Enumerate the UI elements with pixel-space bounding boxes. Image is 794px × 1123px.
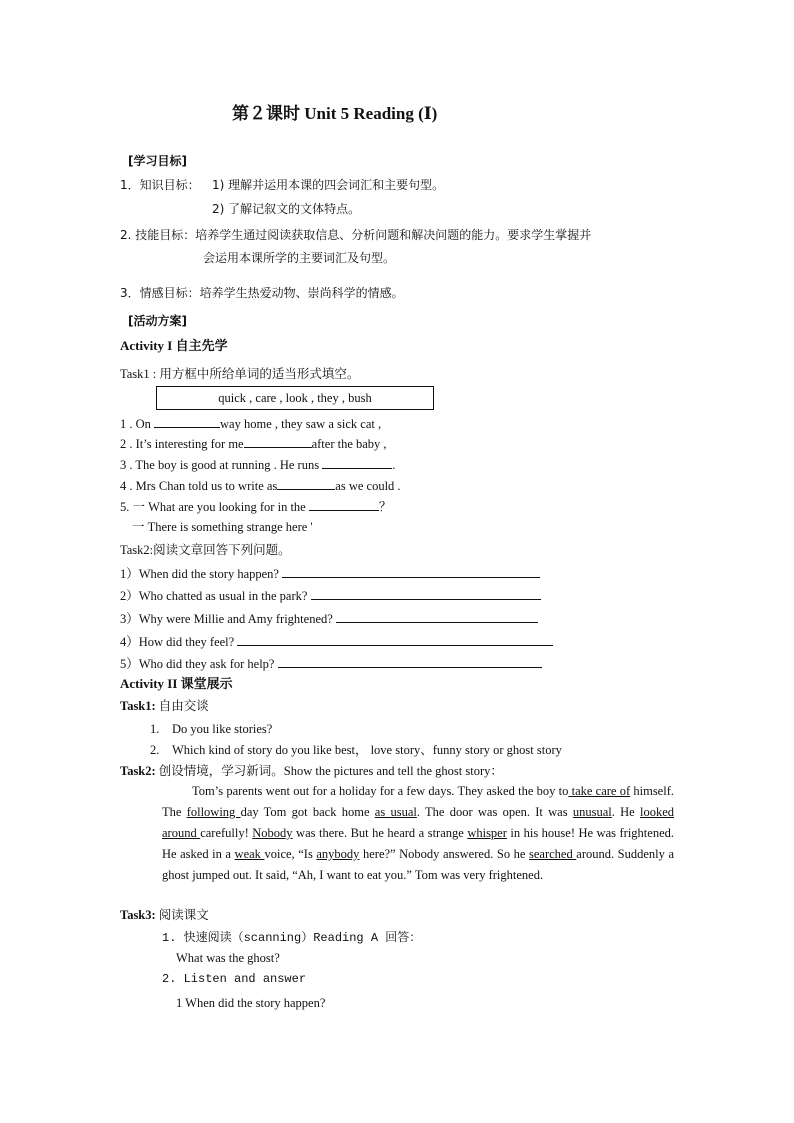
ghost-story-paragraph: Tom’s parents went out for a holiday for a few days. They asked the boy to take care of himself. The following day Tom got back home as usual. The door was open. It was unusual. He looked around carefully! Nobody was there. But he heard a strange whisper in his house! He was frightened. He asked in a weak voice, “Is anybody here?” Nobody answered. So he searched around. Suddenly a ghost jumped out. It said, “Ah, I want to eat you.” Tom was very frightened. [162,784,675,882]
vocab-word: whisper [467,826,507,840]
reading-question-3: 3）Why were Millie and Amy frightened? [120,610,538,627]
vocab-word: take care of [568,784,631,798]
vocab-word: looked around [162,805,675,840]
plan-heading: [活动方案] [128,314,187,328]
activity2-heading: Activity II 课堂展示 [120,676,233,691]
activity1-task1-label: Task1 : 用方框中所给单词的适当形式填空。 [120,367,360,381]
task1-item-2-number: 2. [150,743,160,757]
answer-blank[interactable] [322,456,392,469]
reading-question-4: 4）How did they feel? [120,633,553,650]
task3-item-1-question: What was the ghost? [176,951,280,965]
task1-item-2: Which kind of story do you like best， love story、funny story or ghost story [172,743,562,757]
answer-blank[interactable] [244,435,312,448]
fill-question-3: 3 . The boy is good at running . He runs . [120,458,396,472]
task3-item-2-question: 1 When did the story happen? [176,996,326,1010]
task1-item-1-number: 1. [150,722,160,736]
vocab-word: Nobody [252,826,293,840]
answer-line[interactable] [237,633,553,646]
vocab-word: anybody [316,847,360,861]
reading-question-2: 2）Who chatted as usual in the park? [120,587,541,604]
fill-question-5-reply: 一 There is something strange here ' [132,520,313,534]
answer-line[interactable] [282,565,540,578]
fill-question-2: 2 . It’s interesting for me after the baby , [120,437,387,451]
word-box: quick , care , look , they , bush [156,386,434,410]
vocab-word: as usual [374,805,417,819]
answer-line[interactable] [336,610,538,623]
fill-question-4: 4 . Mrs Chan told us to write as as we could . [120,479,401,493]
answer-blank[interactable] [309,498,379,511]
activity2-task3: Task3: 阅读课文 [120,908,209,922]
objective-3: 3．情感目标：培养学生热爱动物、崇尚科学的情感。 [120,286,404,300]
objective-1a: 1) 理解并运用本课的四会词汇和主要句型。 [212,178,445,192]
activity1-heading: Activity I 自主先学 [120,338,228,353]
answer-line[interactable] [311,587,541,600]
reading-question-1: 1）When did the story happen? [120,565,540,582]
page-title: 第２课时 Unit 5 Reading (Ⅰ) [232,104,438,123]
objectives-heading: [学习目标] [128,154,187,168]
activity2-task1: Task1: 自由交谈 [120,699,209,713]
task1-item-1: Do you like stories? [172,722,273,736]
fill-question-5: 5. 一 What are you looking for in the ？ [120,500,392,514]
activity1-task2-label: Task2:阅读文章回答下列问题。 [120,543,291,557]
vocab-word: unusual [572,805,612,819]
objective-2-line1: 2. 技能目标：培养学生通过阅读获取信息、分析问题和解决问题的能力。要求学生掌握并 [120,228,592,242]
answer-blank[interactable] [277,477,335,490]
task3-item-1: 1. 快速阅读（scanning）Reading A 回答： [162,931,422,945]
task3-item-2: 2. Listen and answer [162,972,307,986]
objective-1-label: 1．知识目标： [120,178,200,192]
objective-2-line2: 会运用本课所学的主要词汇及句型。 [203,251,396,265]
answer-line[interactable] [278,655,542,668]
vocab-word: following [186,805,241,819]
answer-blank[interactable] [154,415,220,428]
activity2-task2: Task2: 创设情境，学习新词。Show the pictures and tell the ghost story： [120,764,503,778]
objective-1b: 2) 了解记叙文的文体特点。 [212,202,361,216]
vocab-word: searched [528,847,577,861]
reading-question-5: 5）Who did they ask for help? [120,655,542,672]
fill-question-1: 1 . On way home , they saw a sick cat , [120,417,382,431]
vocab-word: weak [234,847,265,861]
